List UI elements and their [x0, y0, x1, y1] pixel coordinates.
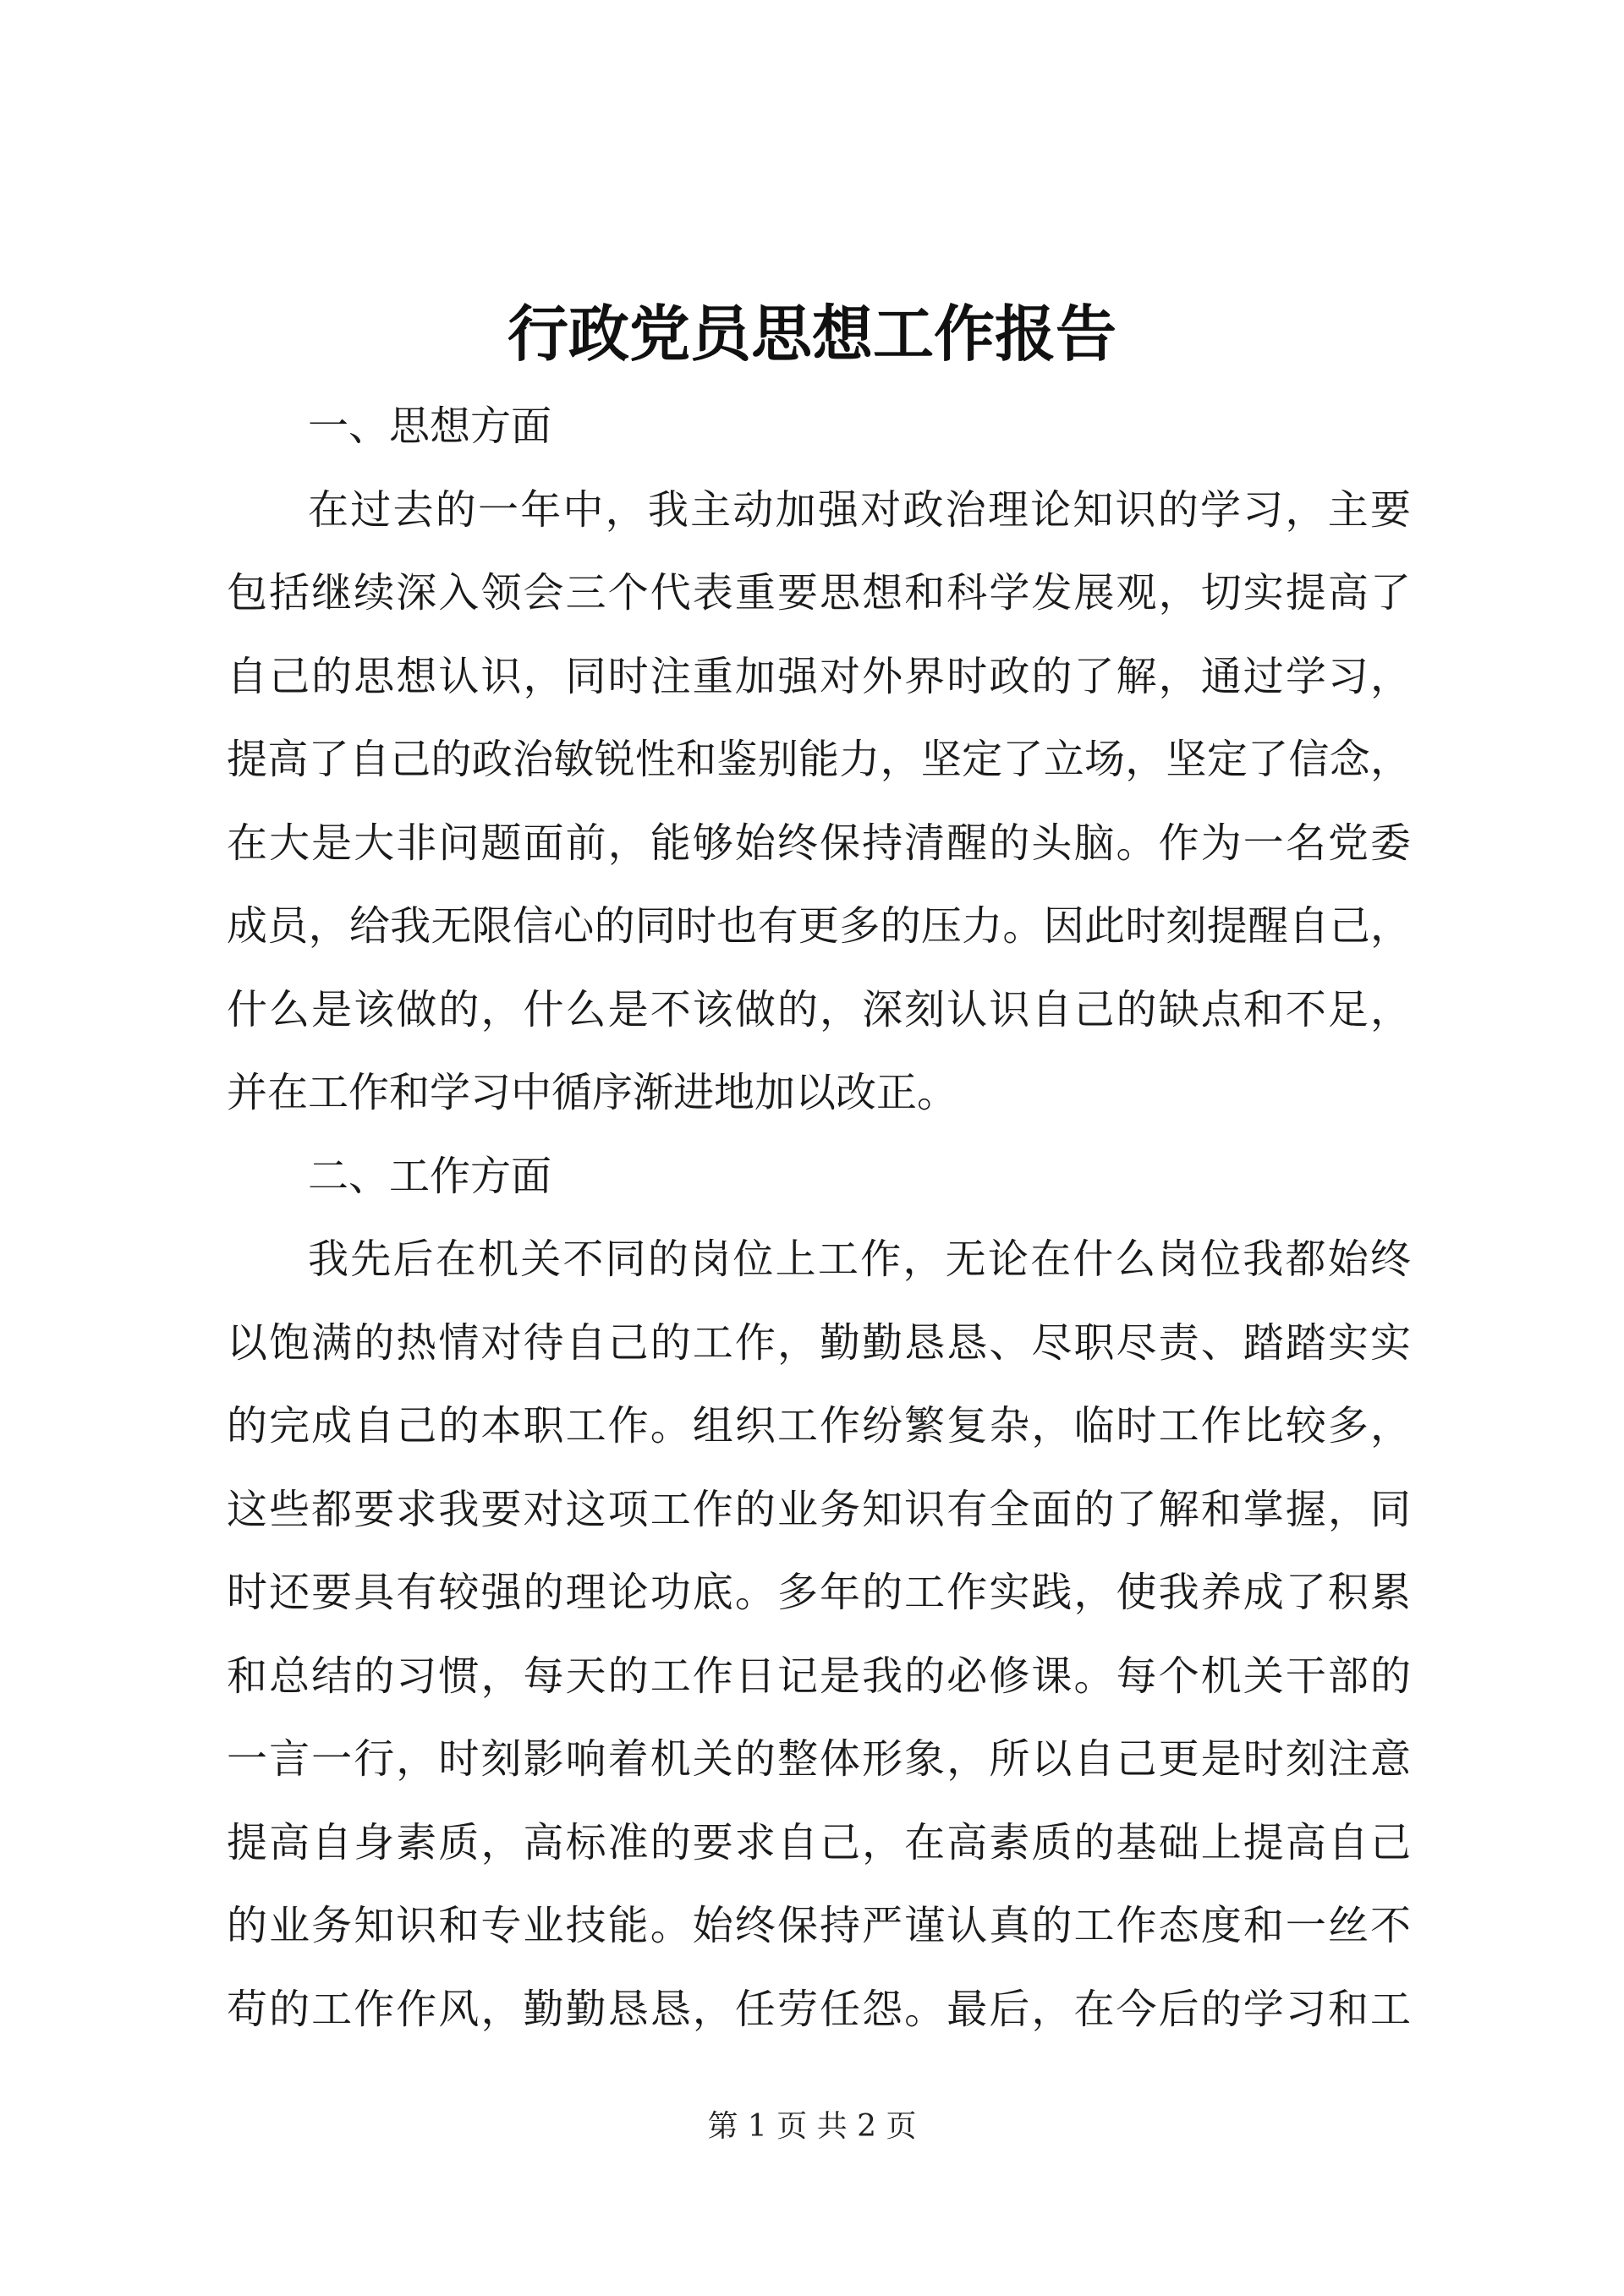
document-title: 行政党员思想工作报告	[507, 298, 1116, 370]
body-line: 的业务知识和专业技能。始终保持严谨认真的工作态度和一丝不	[227, 1902, 1411, 1949]
body-line: 时还要具有较强的理论功底。多年的工作实践，使我养成了积累	[227, 1569, 1411, 1616]
document-body	[227, 385, 1411, 2051]
body-line: 这些都要求我要对这项工作的业务知识有全面的了解和掌握，同	[227, 1485, 1411, 1533]
body-line: 的完成自己的本职工作。组织工作纷繁复杂，临时工作比较多，	[227, 1402, 1411, 1449]
body-line: 提高自身素质，高标准的要求自己，在高素质的基础上提高自己	[227, 1818, 1411, 1866]
section-heading-work: 二、工作方面	[308, 1152, 552, 1200]
page-number-footer: 第 1 页 共 2 页	[707, 2109, 917, 2144]
body-line: 什么是该做的，什么是不该做的，深刻认识自己的缺点和不足，	[227, 985, 1411, 1033]
body-line: 苟的工作作风，勤勤恳恳，任劳任怨。最后，在今后的学习和工	[227, 1985, 1411, 2033]
body-line: 在过去的一年中，我主动加强对政治理论知识的学习，主要	[308, 485, 1411, 534]
body-line: 在大是大非问题面前，能够始终保持清醒的头脑。作为一名党委	[227, 819, 1411, 867]
body-line: 以饱满的热情对待自己的工作，勤勤恳恳、尽职尽责、踏踏实实	[227, 1318, 1411, 1367]
body-line: 并在工作和学习中循序渐进地加以改正。	[227, 1069, 958, 1116]
body-line: 包括继续深入领会三个代表重要思想和科学发展观，切实提高了	[227, 569, 1411, 616]
body-line: 成员，给我无限信心的同时也有更多的压力。因此时刻提醒自己，	[227, 902, 1411, 950]
body-line: 一言一行，时刻影响着机关的整体形象，所以自己更是时刻注意	[227, 1735, 1411, 1783]
body-line: 提高了自己的政治敏锐性和鉴别能力，坚定了立场，坚定了信念，	[227, 736, 1411, 783]
body-line: 我先后在机关不同的岗位上工作，无论在什么岗位我都始终	[308, 1236, 1411, 1283]
body-line: 自己的思想认识，同时注重加强对外界时政的了解，通过学习，	[227, 652, 1411, 700]
body-line: 和总结的习惯，每天的工作日记是我的必修课。每个机关干部的	[227, 1652, 1411, 1700]
section-heading-ideology: 一、思想方面	[308, 403, 552, 450]
